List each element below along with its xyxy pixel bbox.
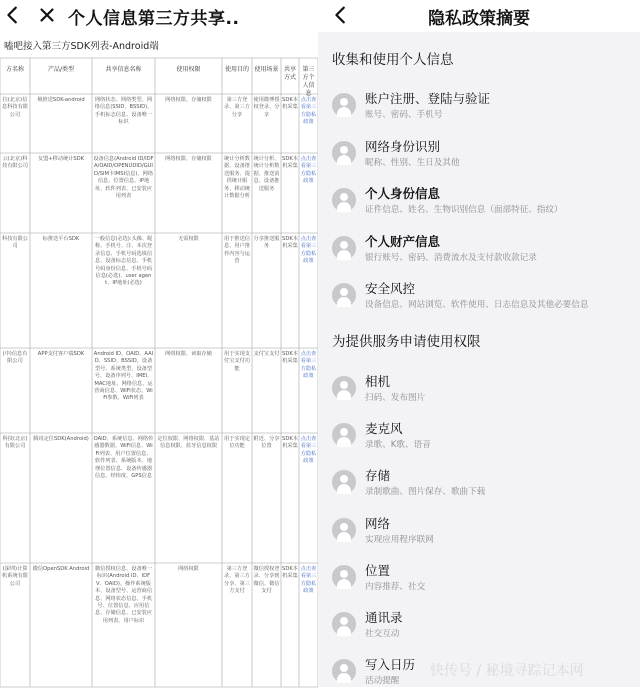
table-header-cell: 共享信息名称 xyxy=(105,66,142,73)
user-icon xyxy=(332,376,356,400)
list-item-title: 网络身份识别 xyxy=(365,138,441,154)
table-cell: 统计分析、统计分析数据、推送消息、设备推送服务 xyxy=(253,156,280,192)
list-item[interactable] xyxy=(332,466,632,506)
user-icon xyxy=(332,612,356,636)
list-item-subtitle: 社交互动 xyxy=(365,629,400,639)
table-cell: 分享推送服务 xyxy=(253,236,280,250)
list-item[interactable] xyxy=(332,279,632,319)
list-item-subtitle: 活动提醒 xyxy=(365,676,400,687)
user-icon xyxy=(332,236,356,260)
list-item-title: 写入日历 xyxy=(365,657,416,673)
list-item-subtitle: 昵称、性别、生日及其他 xyxy=(365,157,460,168)
user-icon xyxy=(332,518,356,542)
right-header xyxy=(318,0,640,32)
list-item-subtitle: 扫码、发布图片 xyxy=(365,393,426,403)
user-icon xyxy=(332,188,356,212)
table-cell: 无需权限 xyxy=(178,236,199,242)
list-item[interactable] xyxy=(332,372,632,412)
list-item-subtitle: 设备信息、网站浏览、软件使用、日志信息及其他必要信息 xyxy=(365,300,589,310)
table-cell: 使用微博授权登录、分享 xyxy=(253,97,280,118)
table-cell: 友盟+移动统计SDK xyxy=(37,156,85,162)
privacy-summary-panel xyxy=(318,0,640,687)
list-item-title: 个人身份信息 xyxy=(365,186,441,201)
list-item[interactable] xyxy=(332,184,632,224)
table-header-cell: 第三方个人信息 xyxy=(302,66,315,97)
table-cell: 网络权限、存储权限 xyxy=(165,97,212,103)
watermark: 快传号 / 秘境寻踪记本网 xyxy=(430,663,584,679)
list-item-subtitle: 账号、密码、手机号 xyxy=(365,110,443,120)
table-cell: SDK本机采集 xyxy=(282,156,298,170)
list-item-title: 通讯录 xyxy=(365,610,403,625)
table-header-cell: 方名称 xyxy=(5,66,24,73)
list-item[interactable] xyxy=(332,561,632,601)
table-cell: (深圳)计算机系统有限公司 xyxy=(2,566,28,587)
section-collect-use: 收集和使用个人信息 xyxy=(332,52,454,68)
table-cell: 用于实现支付宝支付功能 xyxy=(224,351,250,372)
privacy-policy-link[interactable]: 点击查看第三方隐私政策 xyxy=(300,156,317,185)
user-icon xyxy=(332,141,356,165)
table-cell: SDK本机采集 xyxy=(282,436,298,450)
table-cell: 网络权限、读取存储 xyxy=(165,351,212,357)
list-item[interactable] xyxy=(332,419,632,459)
table-header-cell: 使用权限 xyxy=(176,66,201,73)
privacy-summary-title: 隐私政策摘要 xyxy=(428,9,530,29)
user-icon xyxy=(332,659,356,683)
table-cell: SDK本机采集 xyxy=(282,566,298,580)
user-icon xyxy=(332,283,356,307)
list-item-title: 相机 xyxy=(365,374,391,389)
list-item-subtitle: 银行账号、密码、消费流水及支付款收款记录 xyxy=(365,252,537,263)
list-item-title: 存储 xyxy=(365,468,391,484)
table-cell: 科技(北京)有限公司 xyxy=(2,436,28,450)
table-cell: 极推送SDK-android xyxy=(37,97,85,103)
table-cell: 标推送平台SDK xyxy=(42,236,80,242)
table-cell: 网络权限 xyxy=(178,566,199,572)
user-icon xyxy=(332,423,356,447)
table-cell: 设备信息(Android ID/IDFA/OAID/OPENUDID/GUID/SIM卡IMSI信息)、网络信息、位置信息、IP地址、软件列表、已安装应用列表 xyxy=(93,156,154,200)
list-item[interactable] xyxy=(332,608,632,648)
user-icon xyxy=(332,470,356,494)
left-header xyxy=(0,0,318,32)
list-item-title: 麦克风 xyxy=(365,421,403,437)
list-item-title: 安全风控 xyxy=(365,281,416,296)
table-cell: APP支付客户端SDK xyxy=(37,351,85,357)
sdk-list-subtitle: 嗑吧接入第三方SDK列表-Android端 xyxy=(4,41,159,52)
list-item-subtitle: 录歌、K歌、语音 xyxy=(365,440,431,451)
list-item[interactable] xyxy=(332,514,632,554)
list-item-subtitle: 证件信息、姓名、生物识别信息（面部特征、指纹） xyxy=(365,205,563,215)
table-cell: (中)信息有限公司 xyxy=(2,351,28,365)
table-cell: 科技有限公司 xyxy=(2,236,28,250)
list-item[interactable] xyxy=(332,232,632,272)
table-cell: SDK本机采集 xyxy=(282,97,298,111)
privacy-policy-link[interactable]: 点击查看第三方隐私政策 xyxy=(300,436,317,465)
table-cell: OAID、系统信息、网络传感器数据、WiFi信息、WiFi列表、用户位置信息、软件列表、系统版本、地理位置信息、设备传感器信息、经纬度、GPS信息 xyxy=(93,436,154,480)
table-header-cell: 使用目的 xyxy=(224,66,249,73)
table-cell: 第三方登录、第三方分享、第三方支付 xyxy=(224,566,250,595)
privacy-policy-link[interactable]: 点击查看第三方隐私政策 xyxy=(300,351,317,380)
table-header-cell: 产品/类型 xyxy=(47,66,75,73)
table-cell: SDK本机采集 xyxy=(282,351,298,365)
table-cell: 微信授权登录、分享到微信、微信支付 xyxy=(253,566,280,595)
table-cell: 定位权限、网络权限、基站信息权限、蓝牙信息权限 xyxy=(157,436,220,450)
table-cell: 网络状态、网络类型、网络信息(SSID、BSSID)、手机标志信息、设备唯一标识 xyxy=(94,97,153,126)
list-item-title: 个人财产信息 xyxy=(365,233,441,249)
table-cell: 附近、分享位置 xyxy=(253,436,280,450)
table-cell: 用于推送信息、用户推荐内容与运营 xyxy=(224,236,250,265)
list-item-title: 账户注册、登陆与验证 xyxy=(365,91,491,106)
table-cell: 支付宝支付 xyxy=(253,351,280,357)
page-title: 个人信息第三方共享.. xyxy=(68,9,240,29)
table-cell: 网络权限、存储权限 xyxy=(165,156,212,162)
privacy-policy-link[interactable]: 点击查看第三方隐私政策 xyxy=(300,97,317,126)
list-item-title: 位置 xyxy=(365,562,391,578)
table-cell: 用于实现定位功能 xyxy=(224,436,250,450)
list-item-subtitle: 实现应用程序联网 xyxy=(365,534,434,545)
table-cell: Android ID、OAID、AAID、SSID、BSSID、设备型号、系统类型、设备型号、设备序列号、IMEI、MAC地址、网络信息、运营商信息、WiFi状态、WiFi参数、WiFi列表 xyxy=(93,351,154,402)
list-item[interactable] xyxy=(332,137,632,177)
section-permissions: 为提供服务申请使用权限 xyxy=(332,334,481,350)
back-arrow-icon[interactable] xyxy=(2,4,24,26)
user-icon xyxy=(332,93,356,117)
table-cell: 微信授权信息、设备唯一标识(Android ID、IDFV、OAID)、操作系统版本、设备型号、运营商信息、网络状态信息、手机号、位置信息、应用信息、存储信息、已安装应用列表、用户标识 xyxy=(94,566,153,624)
privacy-policy-link[interactable]: 点击查看第三方隐私政策 xyxy=(300,236,317,265)
table-header-cell: 使用场景 xyxy=(254,66,279,73)
user-icon xyxy=(332,565,356,589)
table-cell: 云(北京)科技有限公司 xyxy=(2,156,28,170)
table-cell: 微信OpenSDK Android xyxy=(32,566,90,572)
table-cell: 拉(北京)信息科技有限公司 xyxy=(2,97,28,118)
table-cell: 统计分析数据、设备推送服务、提供统计服务、移动统计数据分析 xyxy=(224,156,250,200)
table-header-cell: 共享方式 xyxy=(283,66,296,81)
list-item-subtitle: 内容推荐、社交 xyxy=(365,581,426,592)
list-item[interactable] xyxy=(332,89,632,129)
list-item-subtitle: 录制歌曲、图片保存、歌曲下载 xyxy=(365,487,486,498)
table-cell: SDK本机采集 xyxy=(282,236,298,250)
third-party-sharing-panel xyxy=(0,0,318,687)
privacy-policy-link[interactable]: 点击查看第三方隐私政策 xyxy=(300,566,317,595)
table-cell: 第三方登录、第三方分享 xyxy=(224,97,250,118)
close-icon[interactable] xyxy=(36,4,58,26)
table-cell: 一般信息(必选):头像、昵称、手机号、注、本次登录信息、手机号码选填信息、设备标志信息、手机号码身份信息、手机号码信息(必选)、user agent、IP地址(必选) xyxy=(94,236,153,287)
list-item-title: 网络 xyxy=(365,515,391,531)
table-cell: 腾讯定位SDK(Android) xyxy=(33,436,89,442)
